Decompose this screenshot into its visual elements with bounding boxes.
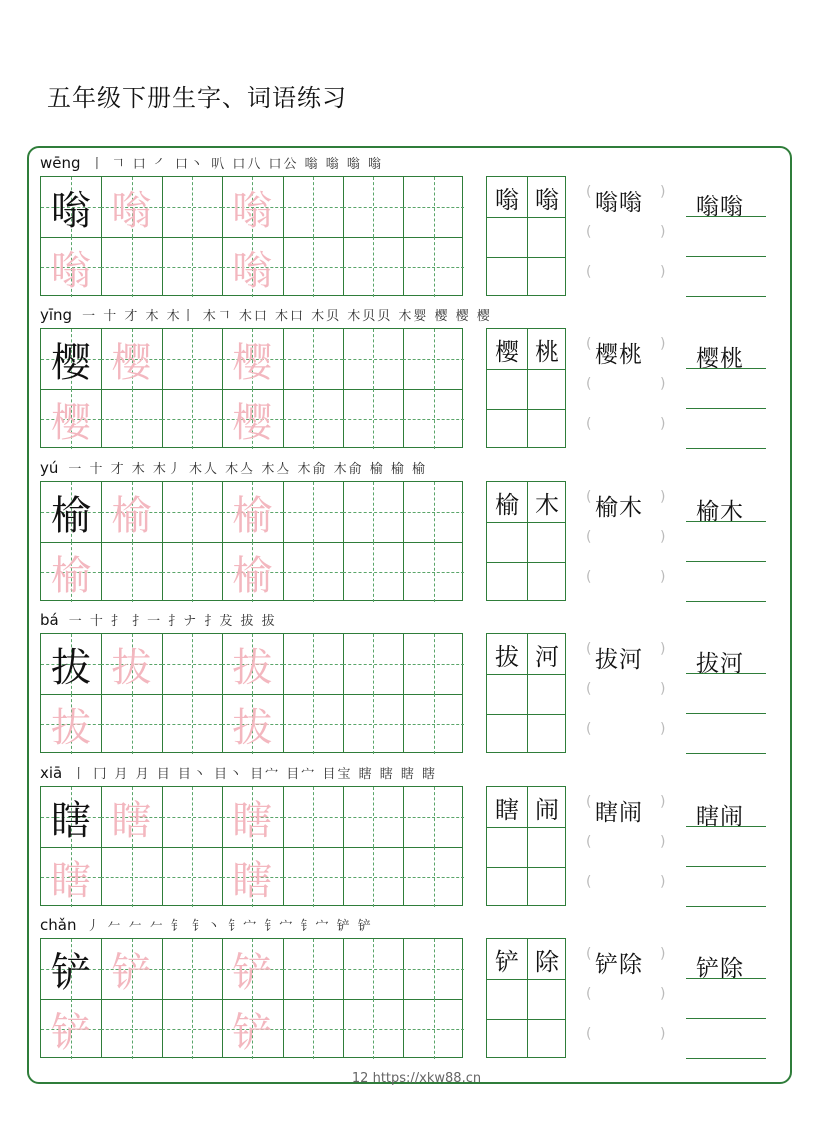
- trace-character: 嗡: [111, 187, 152, 234]
- guide-line: [403, 572, 463, 573]
- grid-line: [403, 482, 404, 600]
- practice-row: [40, 760, 780, 912]
- guide-line: [101, 267, 161, 268]
- grid-line: [283, 939, 284, 1057]
- trace-character: 铲: [232, 1009, 273, 1056]
- word-in-paren: 榆木: [595, 495, 643, 521]
- paren-open: (: [586, 681, 592, 697]
- paren-close: ): [660, 264, 666, 280]
- writing-grid: [40, 633, 463, 753]
- guide-line: [283, 969, 343, 970]
- pinyin-line: [40, 912, 373, 934]
- write-line: [686, 448, 766, 449]
- paren-open: (: [586, 874, 592, 890]
- trace-character: 嗡: [51, 247, 91, 294]
- paren-close: ): [660, 376, 666, 392]
- stroke-order: 一 十 扌 扌一 扌ナ 扌犮 拔 拔: [68, 614, 277, 629]
- pinyin-line: [40, 760, 437, 782]
- write-line: [686, 978, 766, 979]
- write-line: [686, 1018, 766, 1019]
- guide-line: [101, 572, 161, 573]
- grid-line: [283, 177, 284, 295]
- paren-close: ): [660, 986, 666, 1002]
- grid-line: [403, 329, 404, 447]
- guide-line: [162, 359, 222, 360]
- trace-character: 瞎: [232, 797, 273, 844]
- grid-line: [487, 827, 565, 828]
- trace-character: 榆: [232, 552, 273, 599]
- paren-close: ): [660, 681, 666, 697]
- pinyin-label: chǎn: [40, 916, 77, 934]
- word-on-line: 樱桃: [696, 346, 744, 372]
- guide-line: [283, 267, 343, 268]
- paren-open: (: [586, 794, 592, 810]
- trace-character: 瞎: [51, 857, 91, 904]
- stroke-order: 丿 𠂉 𠂉 𠂉 钅 钅丶 钅宀 钅宀 钅宀 铲 铲: [86, 919, 373, 934]
- grid-line: [343, 939, 344, 1057]
- guide-line: [403, 877, 463, 878]
- paren-open: (: [586, 489, 592, 505]
- guide-line: [283, 664, 343, 665]
- guide-line: [343, 817, 403, 818]
- guide-line: [101, 877, 161, 878]
- write-line: [686, 753, 766, 754]
- guide-line: [343, 267, 403, 268]
- word-in-paren: 嗡嗡: [595, 190, 643, 216]
- paren-open: (: [586, 641, 592, 657]
- pinyin-label: yú: [40, 459, 59, 477]
- grid-line: [403, 634, 404, 752]
- guide-line: [343, 572, 403, 573]
- stroke-order: 一 十 才 木 木丨 木𠃍 木口 木口 木贝 木贝贝 木婴 樱 樱 樱: [82, 309, 492, 324]
- grid-line: [487, 867, 565, 868]
- paren-open: (: [586, 986, 592, 1002]
- word-grid: [486, 938, 566, 1058]
- word-grid: [486, 328, 566, 448]
- grid-line: [403, 939, 404, 1057]
- trace-character: 榆: [111, 492, 152, 539]
- word-in-paren: 樱桃: [595, 342, 643, 368]
- write-line: [686, 256, 766, 257]
- grid-line: [343, 329, 344, 447]
- paren-open: (: [586, 416, 592, 432]
- trace-character: 榆: [232, 492, 273, 539]
- pinyin-line: [40, 455, 427, 477]
- guide-line: [162, 572, 222, 573]
- guide-line: [283, 817, 343, 818]
- write-line: [686, 826, 766, 827]
- guide-line: [162, 207, 222, 208]
- trace-character: 瞎: [232, 857, 273, 904]
- write-line: [686, 713, 766, 714]
- guide-line: [343, 969, 403, 970]
- writing-grid: [40, 481, 463, 601]
- word-on-line: 铲除: [696, 956, 744, 982]
- guide-line: [283, 207, 343, 208]
- guide-line: [162, 877, 222, 878]
- guide-line: [162, 664, 222, 665]
- guide-line: [343, 1029, 403, 1030]
- writing-grid: [40, 786, 463, 906]
- word-on-line: 榆木: [696, 499, 744, 525]
- grid-line: [487, 409, 565, 410]
- word-on-line: 嗡嗡: [696, 194, 744, 220]
- guide-line: [162, 969, 222, 970]
- paren-open: (: [586, 376, 592, 392]
- word-on-line: 瞎闹: [696, 804, 744, 830]
- paren-close: ): [660, 416, 666, 432]
- model-character: 铲: [51, 949, 91, 996]
- paren-open: (: [586, 336, 592, 352]
- trace-character: 榆: [51, 552, 91, 599]
- pinyin-label: yīng: [40, 306, 73, 324]
- pinyin-line: [40, 607, 277, 629]
- guide-line: [403, 267, 463, 268]
- word-character: 闹: [535, 795, 559, 824]
- paren-close: ): [660, 569, 666, 585]
- word-character: 河: [535, 642, 559, 671]
- paren-close: ): [660, 529, 666, 545]
- writing-grid: [40, 328, 463, 448]
- guide-line: [403, 969, 463, 970]
- guide-line: [162, 724, 222, 725]
- word-in-paren: 拔河: [595, 647, 643, 673]
- practice-row: [40, 302, 780, 454]
- guide-line: [343, 207, 403, 208]
- stroke-order: 丨 𠃍 口 ㇒ 口丶 叭 口八 口公 嗡 嗡 嗡 嗡: [90, 157, 383, 172]
- word-character: 桃: [535, 337, 559, 366]
- guide-line: [343, 724, 403, 725]
- grid-line: [487, 714, 565, 715]
- paren-open: (: [586, 264, 592, 280]
- paren-open: (: [586, 834, 592, 850]
- pinyin-label: wēng: [40, 154, 81, 172]
- pinyin-label: xiā: [40, 764, 63, 782]
- paren-close: ): [660, 721, 666, 737]
- practice-row: [40, 607, 780, 759]
- grid-line: [283, 787, 284, 905]
- pinyin-line: [40, 302, 492, 324]
- write-line: [686, 561, 766, 562]
- write-line: [686, 673, 766, 674]
- paren-open: (: [586, 224, 592, 240]
- paren-close: ): [660, 224, 666, 240]
- guide-line: [343, 877, 403, 878]
- paren-close: ): [660, 184, 666, 200]
- word-grid: [486, 786, 566, 906]
- guide-line: [403, 724, 463, 725]
- trace-character: 樱: [232, 339, 273, 386]
- word-character: 拔: [495, 642, 519, 671]
- grid-line: [283, 634, 284, 752]
- grid-line: [343, 177, 344, 295]
- guide-line: [283, 724, 343, 725]
- trace-character: 拔: [232, 644, 273, 691]
- writing-grid: [40, 176, 463, 296]
- grid-line: [487, 979, 565, 980]
- guide-line: [343, 512, 403, 513]
- grid-line: [487, 217, 565, 218]
- trace-character: 拔: [232, 704, 273, 751]
- paren-close: ): [660, 946, 666, 962]
- paren-close: ): [660, 336, 666, 352]
- paren-open: (: [586, 1026, 592, 1042]
- guide-line: [283, 359, 343, 360]
- grid-line: [162, 482, 163, 600]
- trace-character: 樱: [51, 399, 91, 446]
- grid-line: [403, 787, 404, 905]
- write-line: [686, 1058, 766, 1059]
- guide-line: [162, 817, 222, 818]
- guide-line: [283, 877, 343, 878]
- pinyin-line: [40, 150, 383, 172]
- model-character: 榆: [51, 492, 91, 539]
- word-character: 木: [535, 490, 559, 519]
- guide-line: [162, 1029, 222, 1030]
- trace-character: 铲: [51, 1009, 91, 1056]
- paren-close: ): [660, 794, 666, 810]
- guide-line: [343, 419, 403, 420]
- grid-line: [343, 634, 344, 752]
- model-character: 拔: [51, 644, 91, 691]
- grid-line: [283, 482, 284, 600]
- model-character: 樱: [51, 339, 91, 386]
- practice-row: [40, 912, 780, 1064]
- paren-open: (: [586, 184, 592, 200]
- guide-line: [403, 359, 463, 360]
- guide-line: [162, 512, 222, 513]
- page-title: 五年级下册生字、词语练习: [47, 84, 347, 112]
- grid-line: [487, 369, 565, 370]
- grid-line: [162, 177, 163, 295]
- grid-line: [487, 1019, 565, 1020]
- word-grid: [486, 176, 566, 296]
- word-in-paren: 瞎闹: [595, 800, 643, 826]
- guide-line: [283, 572, 343, 573]
- guide-line: [403, 512, 463, 513]
- word-character: 樱: [495, 337, 519, 366]
- grid-line: [343, 482, 344, 600]
- word-grid: [486, 481, 566, 601]
- write-line: [686, 906, 766, 907]
- practice-row: [40, 455, 780, 607]
- word-character: 瞎: [495, 795, 519, 824]
- guide-line: [343, 664, 403, 665]
- grid-line: [162, 787, 163, 905]
- grid-line: [403, 177, 404, 295]
- guide-line: [403, 1029, 463, 1030]
- paren-open: (: [586, 721, 592, 737]
- word-in-paren: 铲除: [595, 952, 643, 978]
- write-line: [686, 866, 766, 867]
- footer-url: 12 https://xkw88.cn: [351, 1071, 482, 1086]
- word-character: 除: [535, 947, 559, 976]
- trace-character: 拔: [51, 704, 91, 751]
- guide-line: [101, 724, 161, 725]
- grid-line: [162, 939, 163, 1057]
- stroke-order: 一 十 才 木 木丿 木人 木亼 木亼 木俞 木俞 榆 榆 榆: [68, 462, 427, 477]
- write-line: [686, 521, 766, 522]
- trace-character: 嗡: [232, 187, 273, 234]
- write-line: [686, 216, 766, 217]
- trace-character: 瞎: [111, 797, 152, 844]
- guide-line: [403, 207, 463, 208]
- guide-line: [283, 1029, 343, 1030]
- guide-line: [162, 419, 222, 420]
- guide-line: [403, 419, 463, 420]
- paren-close: ): [660, 874, 666, 890]
- grid-line: [487, 257, 565, 258]
- guide-line: [162, 267, 222, 268]
- guide-line: [403, 664, 463, 665]
- word-on-line: 拔河: [696, 651, 744, 677]
- writing-grid: [40, 938, 463, 1058]
- write-line: [686, 296, 766, 297]
- grid-line: [487, 522, 565, 523]
- write-line: [686, 408, 766, 409]
- paren-close: ): [660, 489, 666, 505]
- guide-line: [101, 419, 161, 420]
- grid-line: [487, 674, 565, 675]
- trace-character: 樱: [111, 339, 152, 386]
- guide-line: [343, 359, 403, 360]
- paren-open: (: [586, 569, 592, 585]
- practice-row: [40, 150, 780, 302]
- pinyin-label: bá: [40, 611, 59, 629]
- trace-character: 嗡: [232, 247, 273, 294]
- guide-line: [283, 419, 343, 420]
- trace-character: 铲: [111, 949, 152, 996]
- trace-character: 铲: [232, 949, 273, 996]
- stroke-order: 丨 冂 月 月 目 目丶 目丶 目宀 目宀 目宝 瞎 瞎 瞎 瞎: [72, 767, 437, 782]
- paren-open: (: [586, 529, 592, 545]
- paren-close: ): [660, 1026, 666, 1042]
- word-character: 嗡: [495, 185, 519, 214]
- paren-close: ): [660, 834, 666, 850]
- model-character: 嗡: [51, 187, 91, 234]
- grid-line: [487, 562, 565, 563]
- grid-line: [343, 787, 344, 905]
- word-character: 榆: [495, 490, 519, 519]
- grid-line: [283, 329, 284, 447]
- model-character: 瞎: [51, 797, 91, 844]
- guide-line: [101, 1029, 161, 1030]
- trace-character: 拔: [111, 644, 152, 691]
- word-grid: [486, 633, 566, 753]
- grid-line: [162, 329, 163, 447]
- trace-character: 樱: [232, 399, 273, 446]
- guide-line: [283, 512, 343, 513]
- guide-line: [403, 817, 463, 818]
- write-line: [686, 368, 766, 369]
- write-line: [686, 601, 766, 602]
- word-character: 铲: [495, 947, 519, 976]
- paren-open: (: [586, 946, 592, 962]
- word-character: 嗡: [535, 185, 559, 214]
- grid-line: [162, 634, 163, 752]
- paren-close: ): [660, 641, 666, 657]
